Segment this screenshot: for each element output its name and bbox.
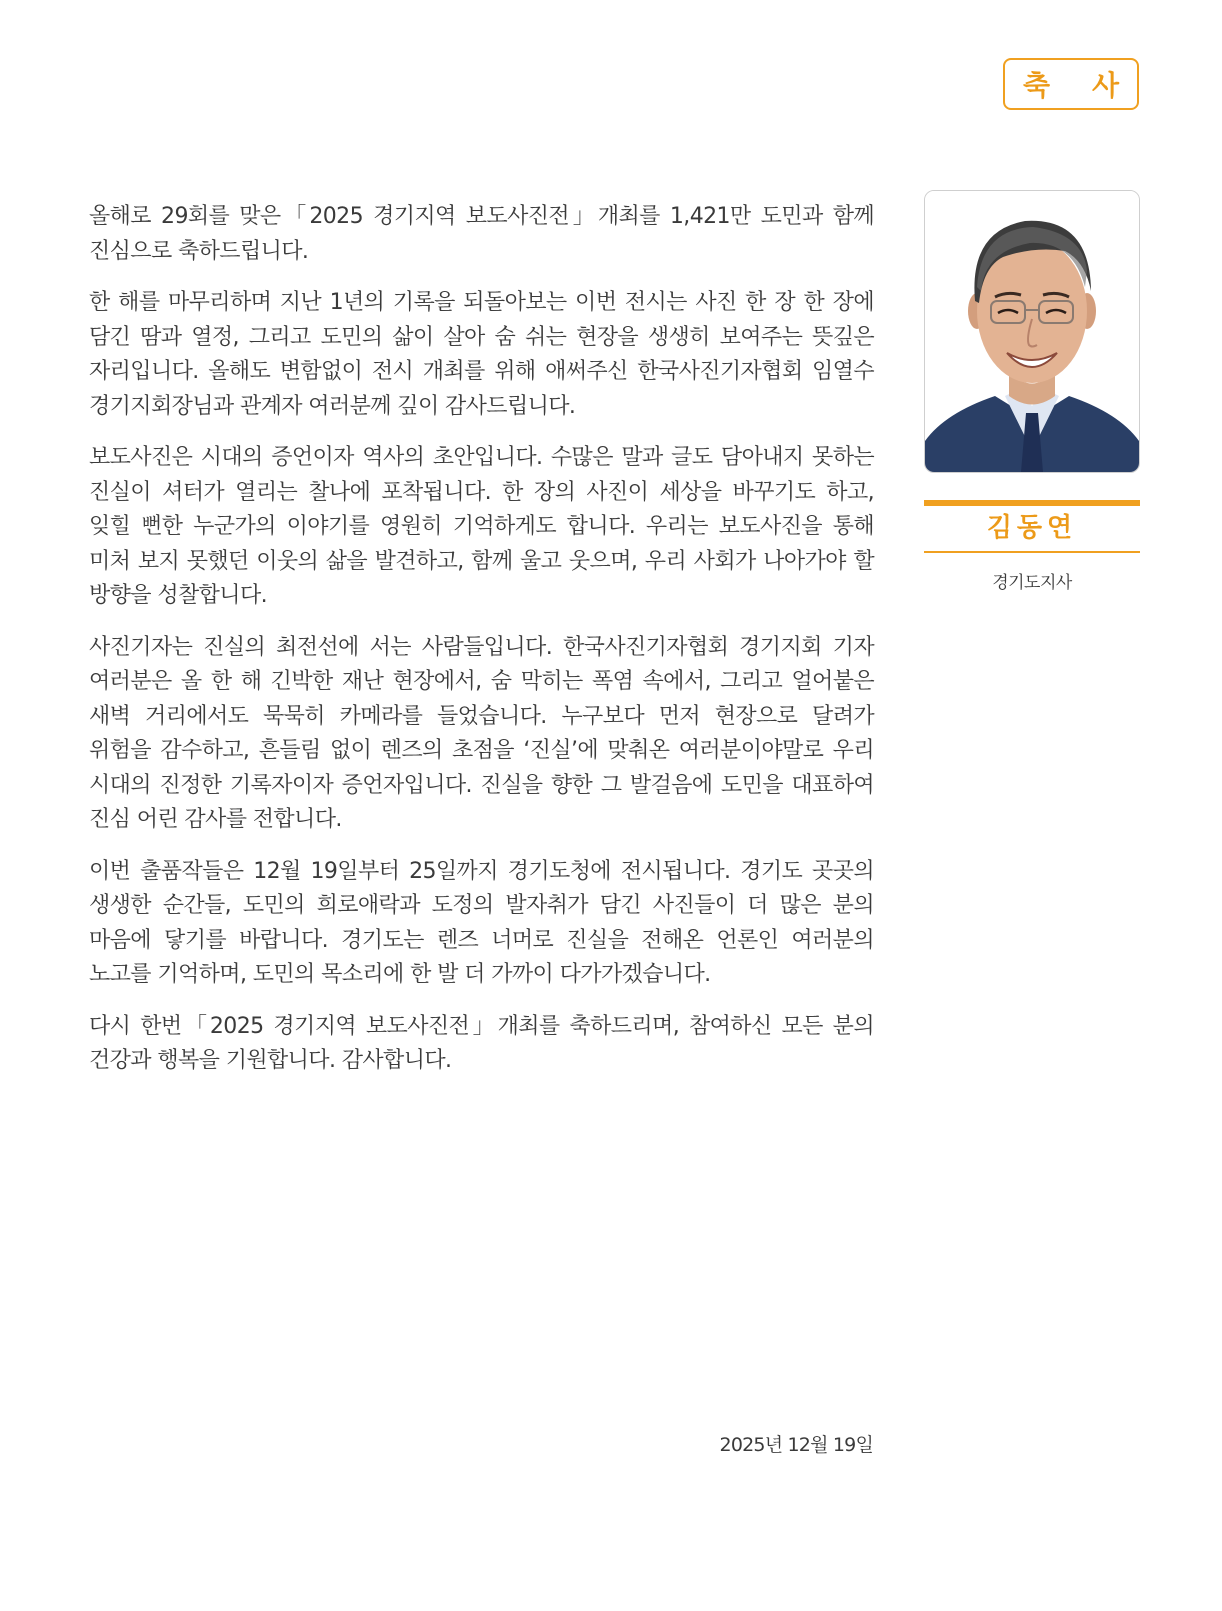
badge-char-left: 축 [1023,69,1051,102]
paragraph: 사진기자는 진실의 최전선에 서는 사람들입니다. 한국사진기자협회 경기지회 기자 여러분은 올 한 해 긴박한 재난 현장에서, 숨 막히는 폭염 속에서, 그리고 얼어붙은 새벽 거리에서도 묵묵히 카메라를 들었습니다. 누구보다 먼저 현장으로 달려가 위험을 감수하고, 흔들림 없이 렌즈의 초점을 ‘진실’에 맞춰온 여러분이야말로 우리 시대의 진정한 기록자이자 증언자입니다. 진실을 향한 그 발걸음에 도민을 대표하여 진심 어린 감사를 전합니다. [89,634,874,832]
paragraph: 보도사진은 시대의 증언이자 역사의 초안입니다. 수많은 말과 글도 담아내지 못하는 진실이 셔터가 열리는 찰나에 포착됩니다. 한 장의 사진이 세상을 바꾸기도 하고, 잊힐 뻔한 누군가의 이야기를 영원히 기억하게도 합니다. 우리는 보도사진을 통해 미처 보지 못했던 이웃의 삶을 발견하고, 함께 울고 웃으며, 우리 사회가 나아가야 할 방향을 성찰합니다. [89,445,874,608]
paragraph: 한 해를 마무리하며 지난 1년의 기록을 되돌아보는 이번 전시는 사진 한 장 한 장에 담긴 땀과 열정, 그리고 도민의 삶이 살아 숨 쉬는 현장을 생생히 보여주는 뜻깊은 자리입니다. 올해도 변함없이 전시 개최를 위해 애써주신 한국사진기자협회 임열수 경기지회장님과 관계자 여러분께 깊이 감사드립니다. [89,290,874,419]
paragraph: 올해로 29회를 맞은「2025 경기지역 보도사진전」개최를 1,421만 도민과 함께 진심으로 축하드립니다. [89,204,874,264]
name-rule-top [924,500,1140,506]
portrait-illustration [925,191,1139,472]
author-title: 경기도지사 [992,573,1072,593]
name-rule-bottom [924,551,1140,553]
date-line: 2025년 12월 19일 [719,1434,873,1456]
author-name: 김동연 [986,513,1078,543]
paragraph: 이번 출품작들은 12월 19일부터 25일까지 경기도청에 전시됩니다. 경기도 곳곳의 생생한 순간들, 도민의 희로애락과 도정의 발자취가 담긴 사진들이 더 많은 분의 마음에 닿기를 바랍니다. 경기도는 렌즈 너머로 진실을 전해온 언론인 여러분의 노고를 기억하며, 도민의 목소리에 한 발 더 가까이 다가가겠습니다. [89,858,874,987]
badge-char-right: 사 [1091,69,1119,102]
paragraph: 다시 한번「2025 경기지역 보도사진전」개최를 축하드리며, 참여하신 모든 분의 건강과 행복을 기원합니다. 감사합니다. [89,1013,874,1073]
message-body [89,200,874,1096]
section-badge [1003,58,1139,110]
portrait-photo [924,190,1140,473]
